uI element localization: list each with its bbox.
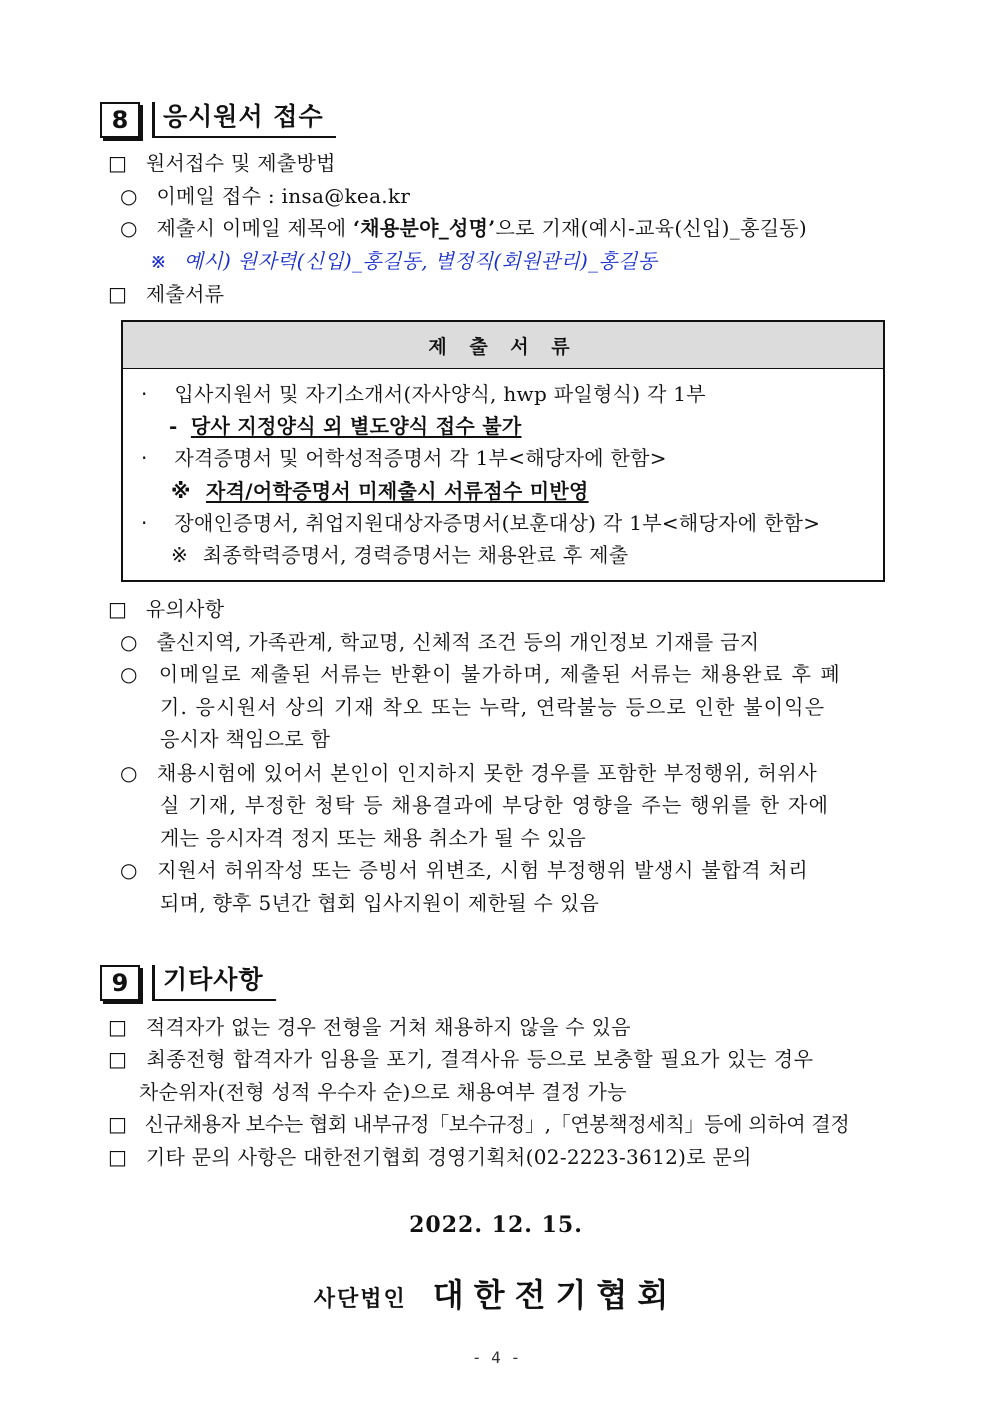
list-item: □ 유의사항 <box>108 597 225 621</box>
document-date: 2022. 12. 15. <box>409 1212 583 1238</box>
list-item: 게는 응시자격 정지 또는 채용 취소가 될 수 있음 <box>160 826 587 850</box>
org-prefix: 사단법인 <box>313 1286 407 1312</box>
example-note: ※ 예시) 원자력(신입)_홍길동, 별정직(회원관리)_홍길동 <box>150 249 658 273</box>
heading-underline <box>154 999 276 1001</box>
list-item: ○ 이메일로 제출된 서류는 반환이 불가하며, 제출된 서류는 채용완료 후 폐 <box>120 662 842 686</box>
list-item: ○ 출신지역, 가족관계, 학교명, 신체적 조건 등의 개인정보 기재를 금지 <box>120 630 760 654</box>
list-item: 응시자 책임으로 함 <box>160 727 331 751</box>
section-title: 응시원서 접수 <box>163 102 324 131</box>
documents-table <box>121 320 885 582</box>
documents-table-header: 제 출 서 류 <box>123 322 883 369</box>
table-row: ※ 자격/어학증명서 미제출시 서류점수 미반영 <box>171 479 589 503</box>
list-item: □ 기타 문의 사항은 대한전기협회 경영기획처(02-2223-3612)로 문의 <box>108 1145 752 1169</box>
list-item: □ 제출서류 <box>108 282 225 306</box>
heading-bar <box>152 965 155 1001</box>
list-item: ○ 지원서 허위작성 또는 증빙서 위변조, 시험 부정행위 발생시 불합격 처리 <box>120 858 809 882</box>
table-row: ※ 최종학력증명서, 경력증명서는 채용완료 후 제출 <box>171 543 629 567</box>
list-item: 되며, 향후 5년간 협회 입사지원이 제한될 수 있음 <box>160 891 600 915</box>
section-number: 8 <box>100 102 140 138</box>
section-8-heading <box>100 98 324 138</box>
section-9-heading <box>100 961 264 1001</box>
list-item: ○ 제출시 이메일 제목에 ‘채용분야_성명’으로 기재(예시-교육(신입)_홍길동) <box>120 216 808 240</box>
page-number: - 4 - <box>471 1348 521 1367</box>
list-item: ○ 채용시험에 있어서 본인이 인지하지 못한 경우를 포함한 부정행위, 허위사 <box>120 761 818 785</box>
section-number: 9 <box>100 965 140 1001</box>
list-item: □ 신규채용자 보수는 협회 내부규정「보수규정」,「연봉책정세칙」등에 의하여 결정 <box>108 1112 850 1136</box>
section-title: 기타사항 <box>163 965 264 994</box>
table-row: · 자격증명서 및 어학성적증명서 각 1부<해당자에 한함> <box>141 446 667 470</box>
list-item: 실 기재, 부정한 청탁 등 채용결과에 부당한 영향을 주는 행위를 한 자에 <box>160 793 830 817</box>
list-item: ○ 이메일 접수 : insa@kea.kr <box>120 184 411 208</box>
org-name: 대한전기협회 <box>432 1276 679 1314</box>
list-item: 차순위자(전형 성적 우수자 순)으로 채용여부 결정 가능 <box>139 1080 627 1104</box>
list-item: 기. 응시원서 상의 기재 착오 또는 누락, 연락불능 등으로 인한 불이익은 <box>160 695 826 719</box>
organization-signature <box>0 1270 992 1316</box>
table-row: - 당사 지정양식 외 별도양식 접수 불가 <box>169 414 522 438</box>
heading-bar <box>152 102 155 138</box>
list-item: □ 최종전형 합격자가 임용을 포기, 결격사유 등으로 보충할 필요가 있는 경우 <box>108 1047 814 1071</box>
table-row: · 입사지원서 및 자기소개서(자사양식, hwp 파일형식) 각 1부 <box>141 382 706 406</box>
heading-underline <box>154 136 336 138</box>
list-item: □ 원서접수 및 제출방법 <box>108 151 336 175</box>
table-row: · 장애인증명서, 취업지원대상자증명서(보훈대상) 각 1부<해당자에 한함> <box>141 511 821 535</box>
list-item: □ 적격자가 없는 경우 전형을 거쳐 채용하지 않을 수 있음 <box>108 1015 631 1039</box>
